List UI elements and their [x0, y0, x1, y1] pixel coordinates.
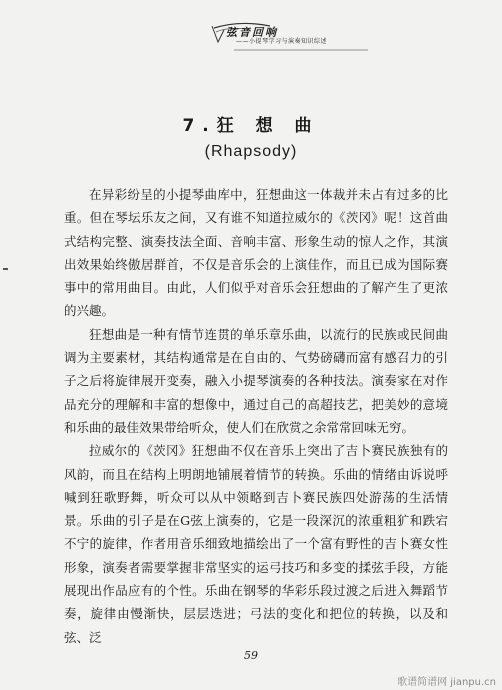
scan-edge-mark	[3, 268, 8, 270]
body-text	[64, 183, 448, 649]
site-watermark: 歌谱简谱网 jianpu.cn	[397, 677, 496, 688]
series-title: 弦音回响	[226, 26, 278, 39]
paragraph: 在异彩纷呈的小提琴曲库中，狂想曲这一体裁并未占有过多的比重。但在琴坛乐友之间，又有谁不知道拉威尔的《茨冈》呢！这首曲式结构完整、演奏技法全面、音响丰富、形象生动的惊人之作，其演出效果始终傲居群首，不仅是音乐会的上演佳作，而且已成为国际赛事中的常用曲目。由此，人们似乎对音乐会狂想曲的了解产生了更浓的兴趣。	[64, 187, 448, 319]
paragraph: 狂想曲是一种有情节连贯的单乐章乐曲，以流行的民族或民间曲调为主要素材，其结构通常是在自由的、气势磅礴而富有感召力的引子之后将旋律展开变奏，融入小提琴演奏的各种技法。演奏家在对作品充分的理解和丰富的想像中，通过自己的高超技艺，把美妙的意境和乐曲的最佳效果带给听众，使人们在欣赏之余常常回味无穷。	[64, 326, 448, 435]
series-subtitle: ——小提琴学习与演奏知识综述	[236, 38, 328, 45]
page-number: 59	[244, 649, 258, 662]
chapter-title: 7.狂 想 曲	[182, 116, 320, 136]
paragraph: 拉威尔的《茨冈》狂想曲不仅在音乐上突出了吉卜赛民族独有的风韵，而且在结构上明朗地铺展着情节的转换。乐曲的情绪由诉说呼喊到狂歌野舞，听众可以从中领略到吉卜赛民族四处游荡的生活情景。乐曲的引子是在G弦上演奏的，它是一段深沉的浓重粗犷和跌宕不宁的旋律，作者用音乐细致地描绘出了一个富有野性的吉卜赛女性形象，演奏者需要掌握非常坚实的运弓技巧和多变的揉弦手段，方能展现出作品应有的个性。乐曲在钢琴的华彩乐段过渡之后进入舞蹈节奏，旋律由慢渐快，层层迭进；弓法的变化和把位的转换，以及和弦、泛	[64, 443, 448, 645]
chapter-subtitle: (Rhapsody)	[204, 143, 298, 160]
